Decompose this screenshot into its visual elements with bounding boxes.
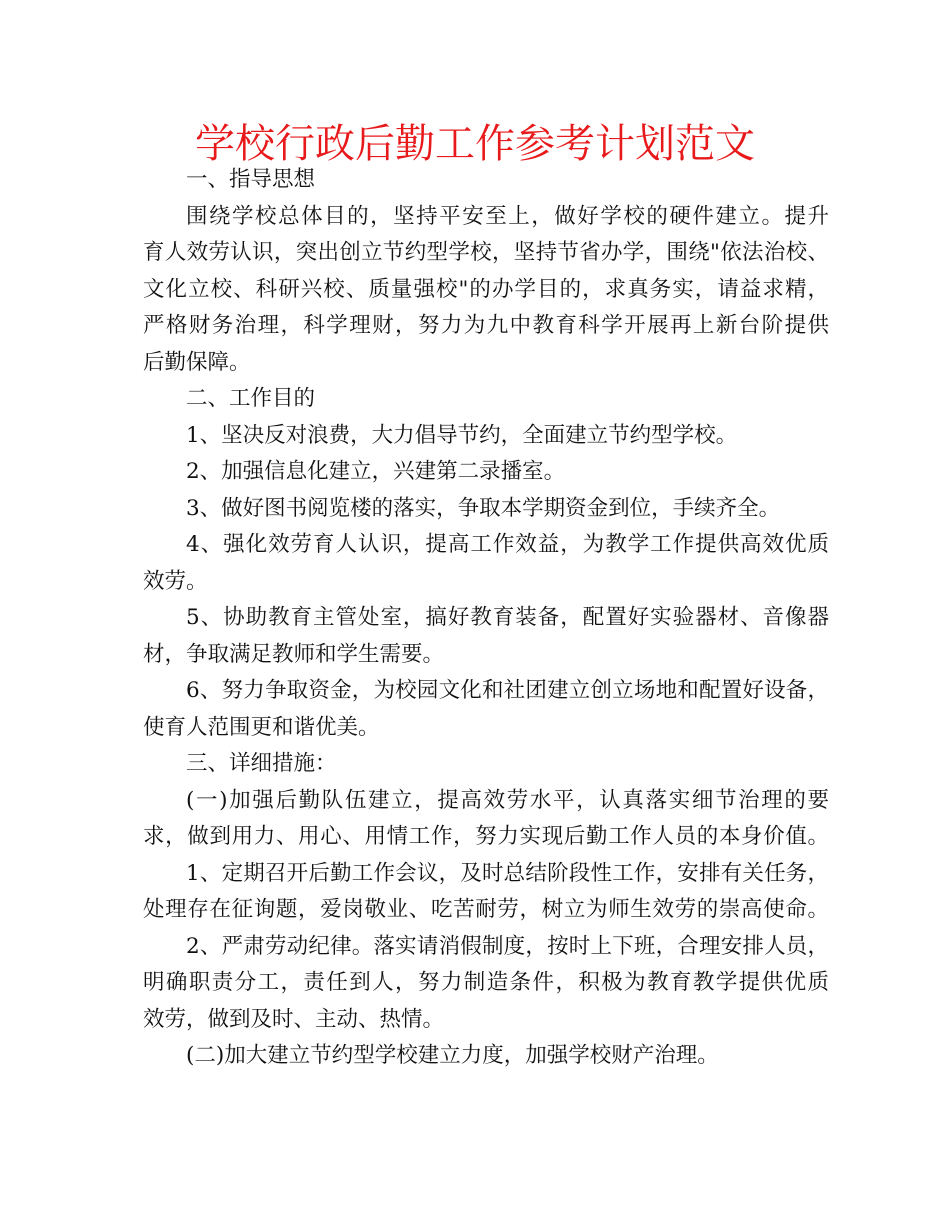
body-line: 后勤保障。 — [143, 349, 251, 375]
body-line: (一)加强后勤队伍建立，提高效劳水平，认真落实细节治理的要 — [186, 787, 829, 813]
body-line: 处理存在征询题，爱岗敬业、吃苦耐劳，树立为师生效劳的崇高使命。 — [143, 897, 829, 922]
body-line: 三、详细措施： — [186, 751, 337, 776]
body-line: 6、努力争取资金，为校园文化和社团建立创立场地和配置好设备， — [186, 678, 829, 703]
body-line: 材，争取满足教师和学生需要。 — [143, 641, 445, 667]
body-line: (二)加大建立节约型学校建立力度，加强学校财产治理。 — [186, 1043, 719, 1068]
body-line: 围绕学校总体目的，坚持平安至上，做好学校的硬件建立。提升 — [186, 203, 829, 229]
document-body — [143, 162, 829, 1075]
body-line: 2、严肃劳动纪律。落实请消假制度，按时上下班，合理安排人员， — [186, 933, 829, 959]
body-line: 育人效劳认识，突出创立节约型学校，坚持节省办学，围绕"依法治校、 — [143, 240, 829, 265]
document-title: 学校行政后勤工作参考计划范文 — [195, 121, 755, 167]
body-line: 文化立校、科研兴校、质量强校"的办学目的，求真务实，请益求精， — [143, 276, 829, 302]
body-line: 5、协助教育主管处室，搞好教育装备，配置好实验器材、音像器 — [186, 605, 829, 630]
body-line: 严格财务治理，科学理财，努力为九中教育科学开展再上新台阶提供 — [143, 313, 829, 338]
body-line: 4、强化效劳育人认识，提高工作效益，为教学工作提供高效优质 — [186, 532, 829, 557]
body-line: 求，做到用力、用心、用情工作，努力实现后勤工作人员的本身价值。 — [143, 824, 829, 849]
body-line: 使育人范围更和谐优美。 — [143, 714, 380, 740]
body-line: 一、指导思想 — [186, 167, 316, 192]
body-line: 二、工作目的 — [186, 386, 316, 411]
body-line: 1、定期召开后勤工作会议，及时总结阶段性工作，安排有关任务， — [186, 860, 829, 886]
body-line: 效劳，做到及时、主动、热情。 — [143, 1006, 445, 1032]
body-line: 明确职责分工，责任到人，努力制造条件，积极为教育教学提供优质 — [143, 970, 829, 995]
body-line: 2、加强信息化建立，兴建第二录播室。 — [186, 459, 566, 484]
body-line: 3、做好图书阅览楼的落实，争取本学期资金到位，手续齐全。 — [186, 495, 781, 521]
body-line: 效劳。 — [143, 568, 208, 594]
body-line: 1、坚决反对浪费，大力倡导节约，全面建立节约型学校。 — [186, 422, 738, 448]
